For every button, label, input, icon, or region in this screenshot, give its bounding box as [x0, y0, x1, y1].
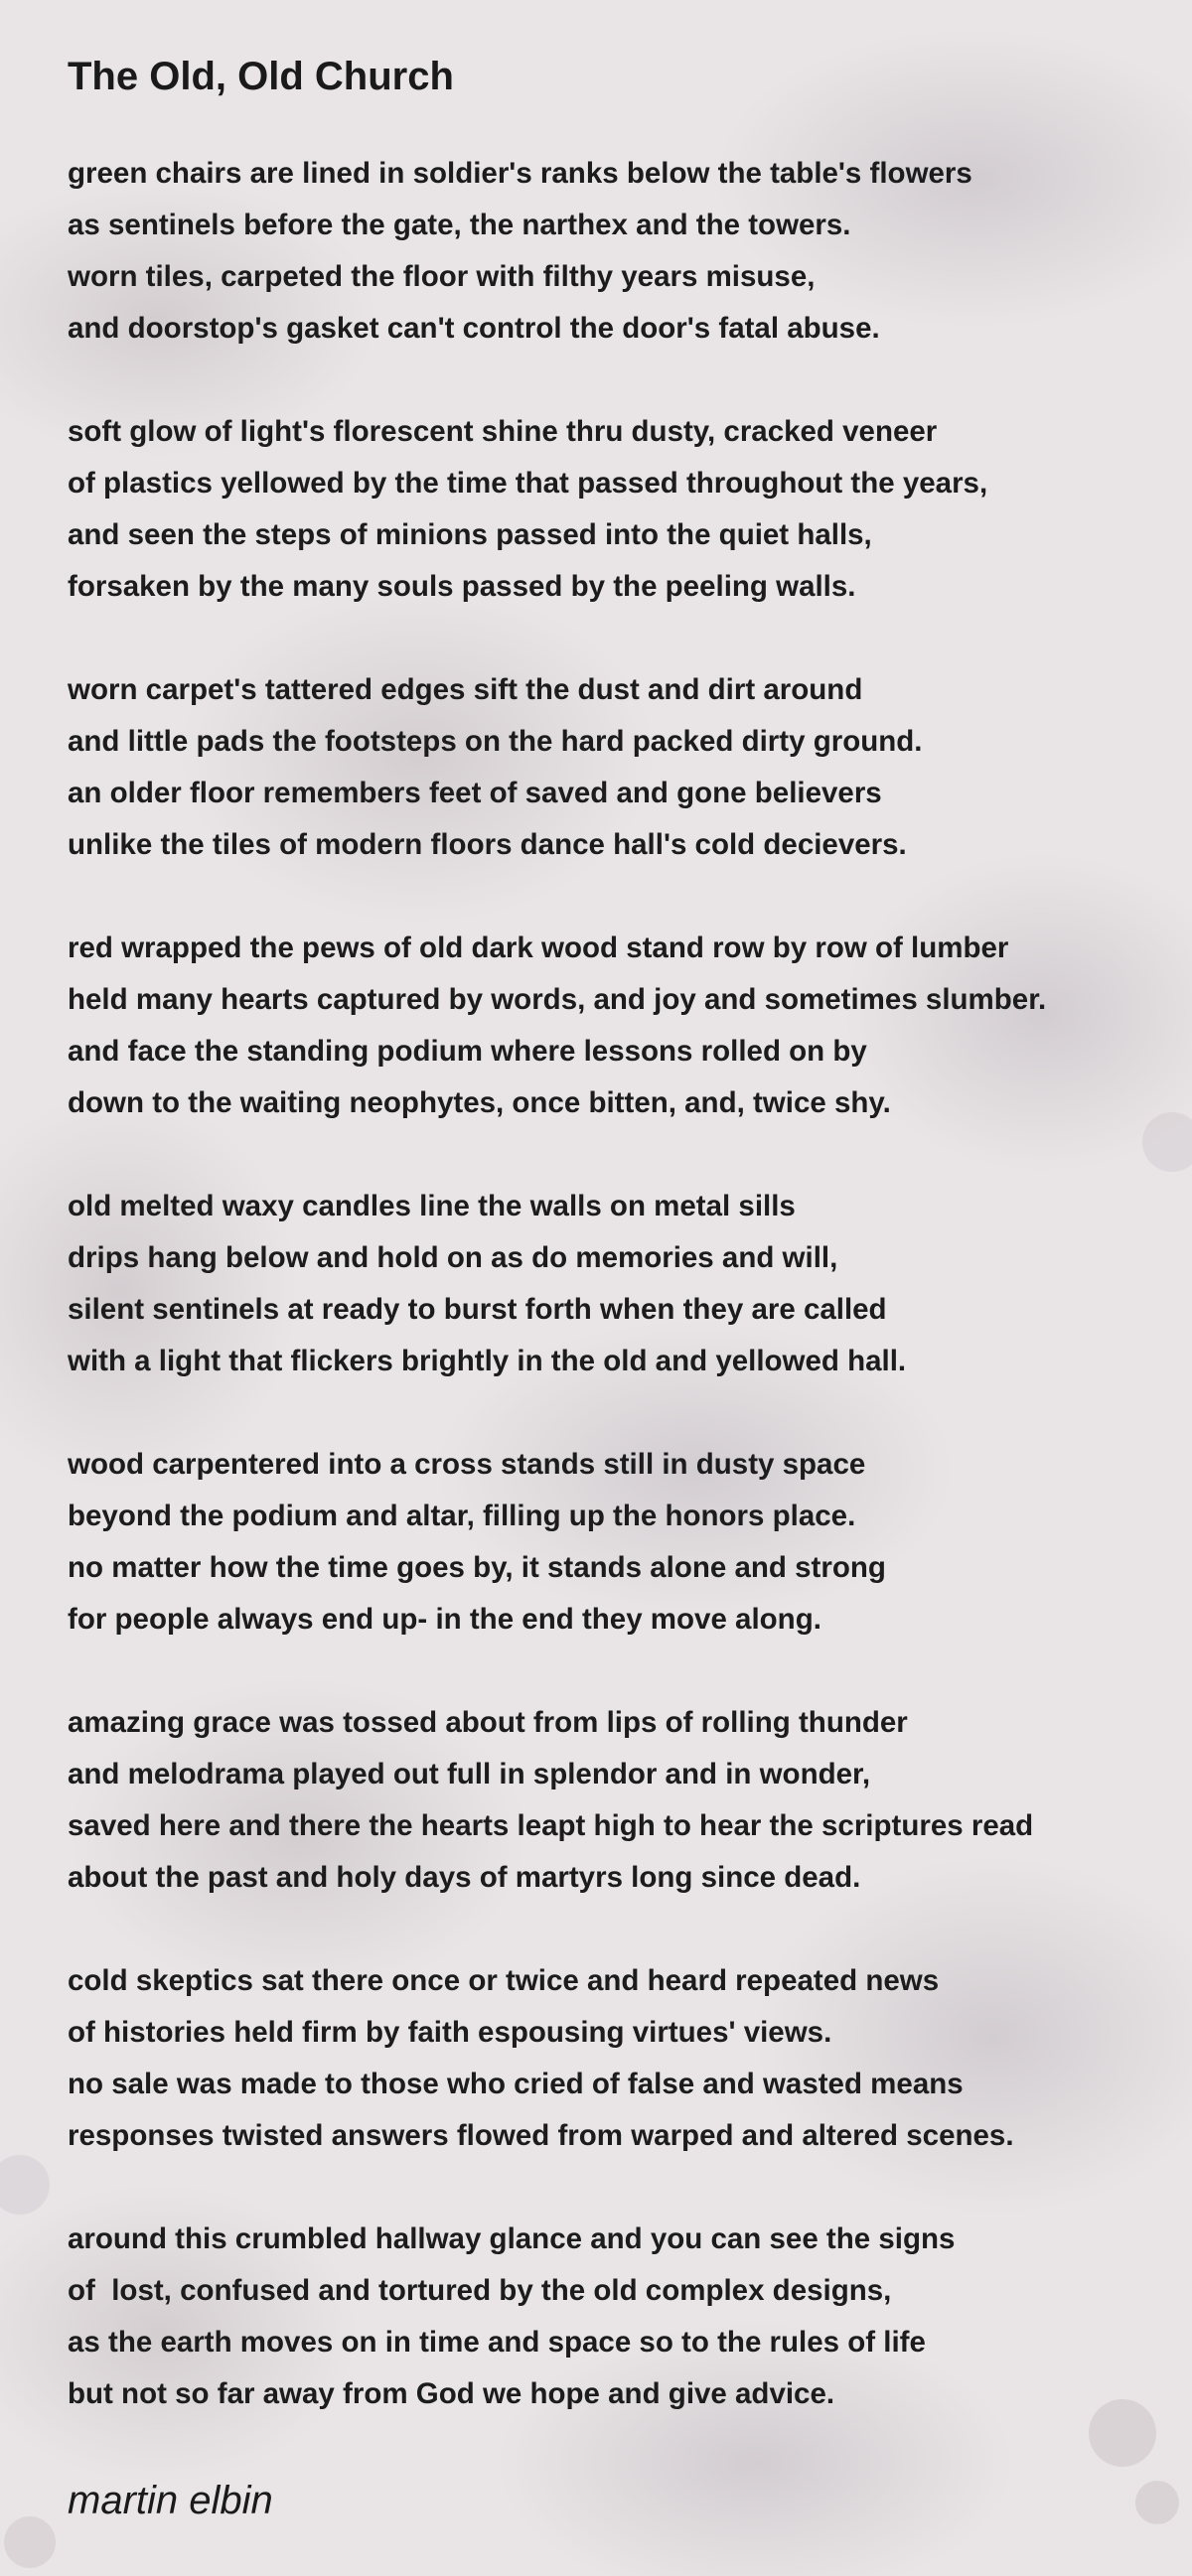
poem-line: about the past and holy days of martyrs long since dead. [68, 1861, 861, 1894]
poem-line: beyond the podium and altar, filling up the honors place. [68, 1500, 856, 1532]
poem-stanza [68, 148, 1180, 355]
poem-line: forsaken by the many souls passed by the peeling walls. [68, 570, 856, 603]
poem-line: old melted waxy candles line the walls on metal sills [68, 1190, 796, 1222]
poem-line: an older floor remembers feet of saved and gone believers [68, 777, 882, 809]
poem-line: drips hang below and hold on as do memories and will, [68, 1241, 838, 1274]
poem-line: down to the waiting neophytes, once bitten, and, twice shy. [68, 1086, 891, 1119]
poem-line: worn carpet's tattered edges sift the dust and dirt around [68, 673, 863, 706]
poem-line: of histories held firm by faith espousing virtues' views. [68, 2016, 832, 2049]
poem-line: for people always end up- in the end they move along. [68, 1603, 821, 1636]
poem-title: The Old, Old Church [68, 55, 454, 98]
poem-line: red wrapped the pews of old dark wood stand row by row of lumber [68, 931, 1009, 964]
poem-line: and little pads the footsteps on the hard packed dirty ground. [68, 725, 923, 758]
poem-line: and face the standing podium where lessons rolled on by [68, 1035, 867, 1068]
poem-stanza [68, 1181, 1180, 1387]
poem-line: unlike the tiles of modern floors dance hall's cold decievers. [68, 828, 907, 861]
poem-line: and melodrama played out full in splendor and in wonder, [68, 1758, 871, 1790]
poem-line: of plastics yellowed by the time that passed throughout the years, [68, 467, 988, 500]
poem-line: amazing grace was tossed about from lips of rolling thunder [68, 1706, 908, 1739]
poem-line: responses twisted answers flowed from warped and altered scenes. [68, 2119, 1014, 2152]
poem-line: green chairs are lined in soldier's ranks below the table's flowers [68, 157, 972, 190]
poem-stanza [68, 2214, 1180, 2420]
poem-stanza [68, 406, 1180, 613]
poem-stanza [68, 664, 1180, 871]
poem-line: around this crumbled hallway glance and you can see the signs [68, 2222, 956, 2255]
poem-stanza [68, 1697, 1180, 1904]
poem-line: no sale was made to those who cried of false and wasted means [68, 2068, 964, 2100]
poem-line: saved here and there the hearts leapt high to hear the scriptures read [68, 1809, 1034, 1842]
poem-line: no matter how the time goes by, it stands alone and strong [68, 1551, 886, 1584]
poem-stanza [68, 1955, 1180, 2162]
poem-line: but not so far away from God we hope and give advice. [68, 2377, 835, 2410]
poem-stanza [68, 923, 1180, 1129]
poem-line: of lost, confused and tortured by the old complex designs, [68, 2274, 892, 2307]
poem-author: martin elbin [68, 2479, 273, 2522]
poem-line: wood carpentered into a cross stands still in dusty space [68, 1448, 866, 1481]
poem-line: as the earth moves on in time and space so to the rules of life [68, 2326, 926, 2359]
poem-stanza [68, 1439, 1180, 1646]
poem-line: with a light that flickers brightly in the old and yellowed hall. [68, 1345, 907, 1377]
poem-line: and seen the steps of minions passed into the quiet halls, [68, 518, 872, 551]
poem-line: worn tiles, carpeted the floor with filthy years misuse, [68, 260, 816, 293]
poem-line: held many hearts captured by words, and joy and sometimes slumber. [68, 983, 1047, 1016]
poem-line: soft glow of light's florescent shine thru dusty, cracked veneer [68, 415, 938, 448]
poem-body [68, 148, 1180, 2420]
poem-line: silent sentinels at ready to burst forth when they are called [68, 1293, 887, 1326]
poem-line: and doorstop's gasket can't control the door's fatal abuse. [68, 312, 880, 345]
poem-line: cold skeptics sat there once or twice and heard repeated news [68, 1964, 940, 1997]
poem-line: as sentinels before the gate, the narthex and the towers. [68, 209, 851, 241]
